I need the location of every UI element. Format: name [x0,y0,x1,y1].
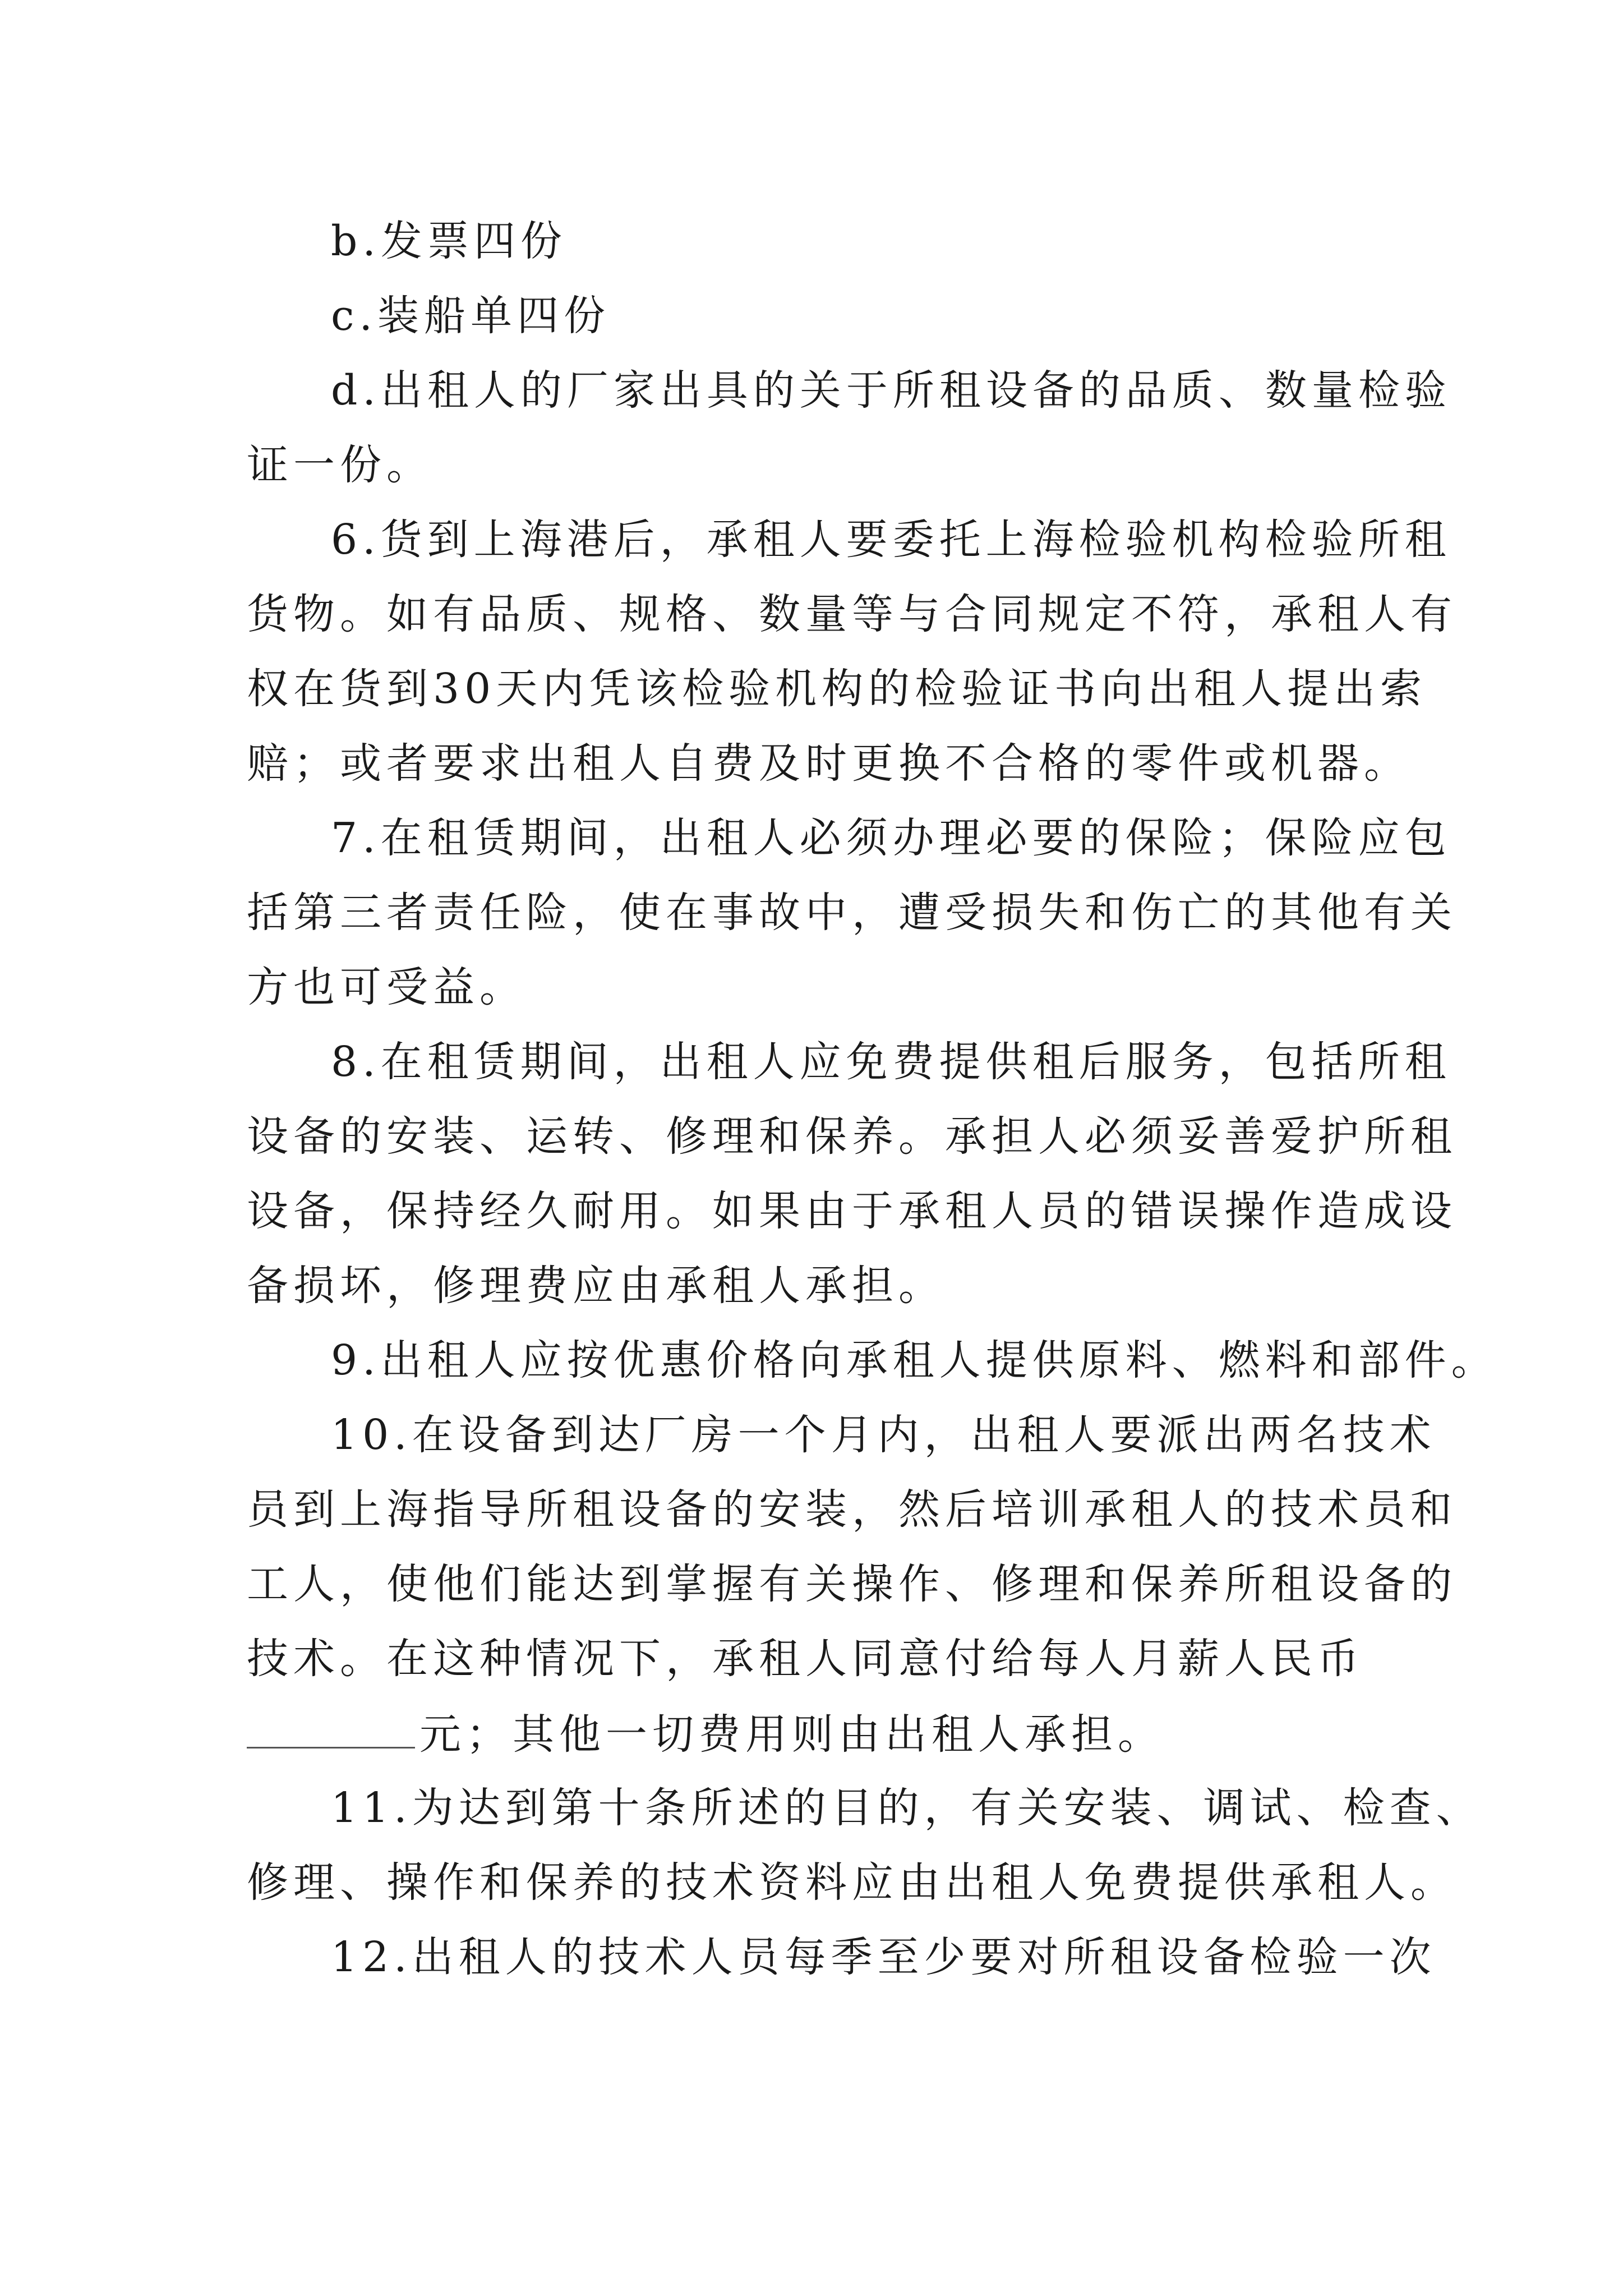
text-line: 元；其他一切费用则由出租人承担。 [419,1710,1164,1759]
text-line: 权在货到30天内凭该检验机构的检验证书向出租人提出索 [247,665,1427,713]
text-line: 6.货到上海港后，承租人要委托上海检验机构检验所租 [331,516,1451,564]
text-line: 货物。如有品质、规格、数量等与合同规定不符，承租人有 [247,590,1457,638]
text-line: 设备，保持经久耐用。如果由于承租人员的错误操作造成设 [247,1187,1457,1235]
text-line: 备损坏，修理费应由承租人承担。 [247,1262,945,1310]
salary-line [247,1705,1164,1763]
text-line: 括第三者责任险，使在事故中，遭受损失和伤亡的其他有关 [247,889,1457,937]
text-line: 7.在租赁期间，出租人必须办理必要的保险；保险应包 [331,814,1451,862]
text-line: 证一份。 [247,441,433,489]
text-line: 8.在租赁期间，出租人应免费提供租后服务，包括所租 [331,1038,1451,1086]
text-line: 9.出租人应按优惠价格向承租人提供原料、燃料和部件。 [331,1336,1498,1384]
text-line: 修理、操作和保养的技术资料应由出租人免费提供承租人。 [247,1858,1457,1907]
text-line: 方也可受益。 [247,963,526,1011]
text-line: 10.在设备到达厂房一个月内，出租人要派出两名技术 [331,1411,1436,1459]
text-line: 工人，使他们能达到掌握有关操作、修理和保养所租设备的 [247,1560,1457,1608]
text-line: b.发票四份 [331,217,567,265]
text-line: 11.为达到第十条所述的目的，有关安装、调试、检查、 [331,1784,1483,1832]
text-line: d.出租人的厂家出具的关于所租设备的品质、数量检验 [331,366,1451,415]
text-line: 12.出租人的技术人员每季至少要对所租设备检验一次 [331,1933,1436,1981]
text-line: 技术。在这种情况下，承租人同意付给每人月薪人民币 [247,1635,1364,1683]
text-line: 赔；或者要求出租人自费及时更换不合格的零件或机器。 [247,739,1410,788]
salary-blank [247,1705,415,1749]
text-line: c.装船单四份 [331,292,610,340]
text-line: 设备的安装、运转、修理和保养。承担人必须妥善爱护所租 [247,1112,1457,1161]
text-line: 员到上海指导所租设备的安装，然后培训承租人的技术员和 [247,1485,1457,1534]
